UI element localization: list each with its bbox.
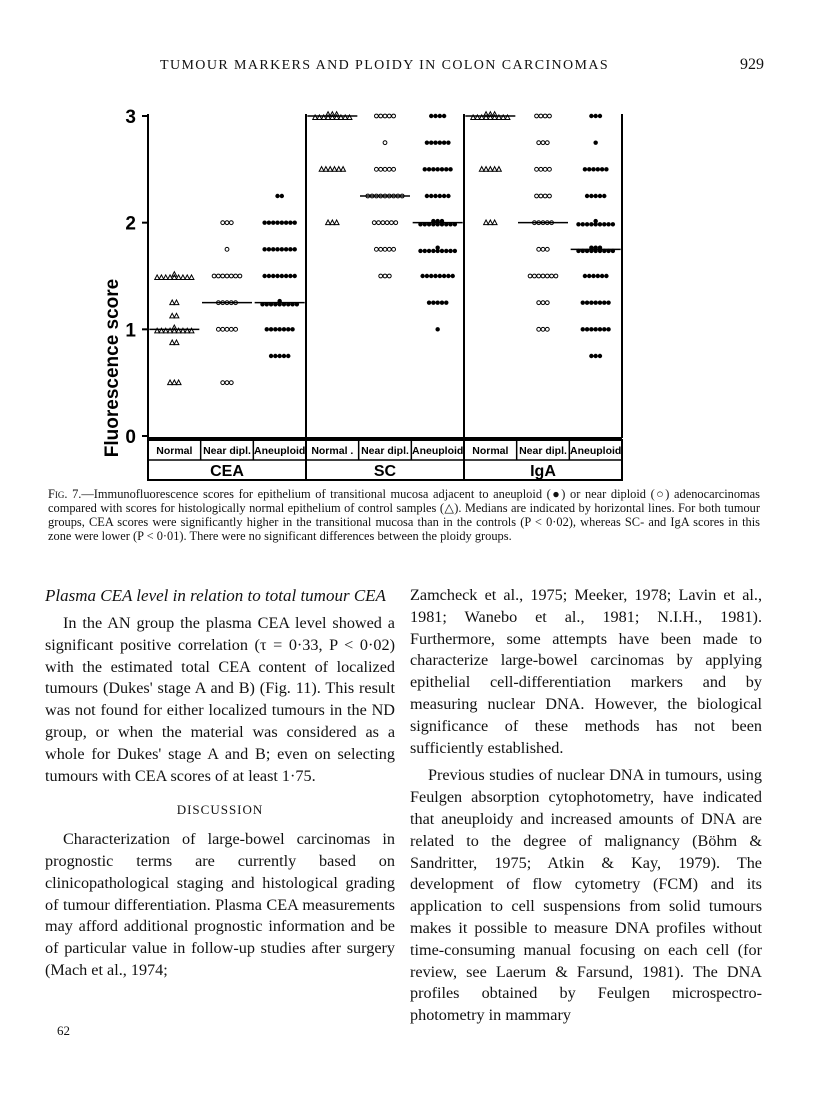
- data-point-triangle: [488, 220, 493, 225]
- data-point-triangle: [328, 167, 333, 172]
- data-point-filled-circle: [602, 222, 606, 226]
- data-point-filled-circle: [604, 167, 608, 171]
- data-point-filled-circle: [440, 167, 444, 171]
- data-point-open-circle: [539, 194, 543, 198]
- data-point-open-circle: [229, 274, 233, 278]
- data-point-open-circle: [535, 194, 539, 198]
- group-label: Near dipl.: [519, 445, 567, 457]
- data-point-filled-circle: [275, 194, 279, 198]
- paragraph: Zamcheck et al., 1975; Meeker, 1978; Lavin et al., 1981; Wanebo et al., 1981; N.I.H., 1981). Furthermore, some attempts have been made to characterize large-bowel carcinomas by applying epithelial cell-differentiation markers and by measuring nuclear DNA. However, the biological significance of these methods has not been sufficiently established.: [410, 586, 762, 757]
- data-point-open-circle: [550, 274, 554, 278]
- data-point-filled-circle: [262, 247, 266, 251]
- data-point-open-circle: [387, 247, 391, 251]
- data-point-open-circle: [225, 221, 229, 225]
- group-label: Near dipl.: [361, 445, 409, 457]
- data-point-filled-circle: [583, 167, 587, 171]
- page-number: 929: [740, 56, 764, 73]
- data-point-filled-circle: [284, 274, 288, 278]
- data-point-filled-circle: [293, 274, 297, 278]
- data-point-open-circle: [221, 381, 225, 385]
- data-point-filled-circle: [591, 167, 595, 171]
- data-point-filled-circle: [585, 222, 589, 226]
- data-point-filled-circle: [444, 249, 448, 253]
- data-point-filled-circle: [444, 167, 448, 171]
- data-point-filled-circle: [453, 249, 457, 253]
- data-point-filled-circle: [446, 194, 450, 198]
- paragraph: Characterization of large-bowel carcinomas in prognostic terms are currently based on clinicopathological staging and histological grading of tumour differentiation. Plasma CEA measurements may afford additional prognostic information and be of particular value in follow-up studies after surgery (Mach et al., 1974;: [45, 830, 395, 979]
- data-point-open-circle: [541, 327, 545, 331]
- data-point-filled-circle: [589, 354, 593, 358]
- data-point-open-circle: [545, 247, 549, 251]
- data-point-open-circle: [392, 247, 396, 251]
- data-point-filled-circle: [275, 247, 279, 251]
- data-point-filled-circle: [596, 167, 600, 171]
- data-point-open-circle: [381, 221, 385, 225]
- data-point-open-circle: [229, 221, 233, 225]
- data-point-open-circle: [541, 141, 545, 145]
- data-point-filled-circle: [442, 194, 446, 198]
- data-point-filled-circle: [267, 247, 271, 251]
- running-header: [0, 58, 816, 82]
- data-point-filled-circle: [587, 274, 591, 278]
- data-point-filled-circle: [598, 300, 602, 304]
- data-point-filled-circle: [611, 222, 615, 226]
- data-point-filled-circle: [282, 327, 286, 331]
- data-point-open-circle: [537, 274, 541, 278]
- data-point-filled-circle: [593, 114, 597, 118]
- data-point-filled-circle: [282, 354, 286, 358]
- y-tick-label: 3: [125, 107, 136, 128]
- data-point-open-circle: [217, 274, 221, 278]
- data-point-filled-circle: [427, 167, 431, 171]
- data-point-filled-circle: [598, 327, 602, 331]
- y-axis-label: Fluorescence score: [102, 278, 123, 458]
- data-point-open-circle: [221, 221, 225, 225]
- data-point-open-circle: [533, 274, 537, 278]
- panel-label: SC: [373, 463, 397, 480]
- data-point-triangle: [168, 380, 173, 385]
- data-point-open-circle: [379, 247, 383, 251]
- data-point-filled-circle: [277, 354, 281, 358]
- data-point-filled-circle: [606, 222, 610, 226]
- caption-label: Fig. 7.: [48, 487, 82, 501]
- data-point-triangle: [484, 167, 489, 172]
- data-point-open-circle: [545, 274, 549, 278]
- data-point-filled-circle: [427, 300, 431, 304]
- data-point-open-circle: [377, 221, 381, 225]
- data-point-triangle: [336, 167, 341, 172]
- data-point-triangle: [341, 167, 346, 172]
- data-point-triangle: [484, 220, 489, 225]
- data-point-filled-circle: [269, 354, 273, 358]
- data-point-filled-circle: [602, 327, 606, 331]
- figure-caption: [48, 487, 760, 543]
- data-point-triangle: [172, 380, 177, 385]
- data-point-filled-circle: [418, 249, 422, 253]
- data-point-triangle: [319, 167, 324, 172]
- data-point-filled-circle: [429, 114, 433, 118]
- data-point-filled-circle: [598, 354, 602, 358]
- group-label: Aneuploid: [412, 445, 464, 457]
- chart-marks: [149, 112, 620, 385]
- data-point-open-circle: [383, 141, 387, 145]
- data-point-open-circle: [221, 274, 225, 278]
- data-point-open-circle: [387, 114, 391, 118]
- data-point-filled-circle: [280, 274, 284, 278]
- data-point-filled-circle: [589, 300, 593, 304]
- data-point-open-circle: [225, 327, 229, 331]
- data-point-filled-circle: [267, 274, 271, 278]
- data-point-triangle: [174, 340, 179, 345]
- data-point-filled-circle: [593, 140, 597, 144]
- data-point-filled-circle: [433, 140, 437, 144]
- group-label: Normal: [156, 445, 193, 457]
- data-point-filled-circle: [585, 194, 589, 198]
- data-point-triangle: [492, 220, 497, 225]
- right-column: [410, 585, 762, 1027]
- data-point-filled-circle: [606, 300, 610, 304]
- data-point-filled-circle: [273, 354, 277, 358]
- data-point-open-circle: [528, 274, 532, 278]
- data-point-filled-circle: [593, 300, 597, 304]
- data-point-filled-circle: [425, 140, 429, 144]
- data-point-open-circle: [537, 247, 541, 251]
- data-point-filled-circle: [438, 194, 442, 198]
- data-point-open-circle: [545, 301, 549, 305]
- data-point-open-circle: [383, 114, 387, 118]
- data-point-triangle: [170, 340, 175, 345]
- data-point-filled-circle: [435, 246, 439, 250]
- data-point-open-circle: [372, 221, 376, 225]
- data-point-filled-circle: [262, 274, 266, 278]
- data-point-filled-circle: [269, 327, 273, 331]
- chart-frame: [125, 107, 622, 480]
- data-point-filled-circle: [448, 167, 452, 171]
- data-point-triangle: [163, 275, 168, 280]
- data-point-open-circle: [238, 274, 242, 278]
- data-point-filled-circle: [275, 220, 279, 224]
- caption-text: —Immunofluorescence scores for epithelium of transitional mucosa adjacent to aneuploid (●) or near diploid (○) adenocarcinomas compared with scores for histologically normal epithelium of control samples (△). Medians are indicated by horizontal lines. For both tumour groups, CEA scores were significantly higher in the transitional mucosa than in the controls (P < 0·02), whereas SC- and IgA scores in this zone were lower (P < 0·01). There were no significant differences between the ploidy groups.: [48, 487, 760, 543]
- data-point-filled-circle: [425, 274, 429, 278]
- data-point-open-circle: [548, 167, 552, 171]
- data-point-triangle: [155, 275, 160, 280]
- panel-label: CEA: [210, 463, 244, 480]
- data-point-open-circle: [379, 274, 383, 278]
- data-point-filled-circle: [284, 220, 288, 224]
- data-point-filled-circle: [446, 274, 450, 278]
- data-point-triangle: [168, 275, 173, 280]
- data-point-filled-circle: [581, 300, 585, 304]
- group-label: Normal: [472, 445, 509, 457]
- data-point-triangle: [479, 167, 484, 172]
- group-label: Aneuploid: [254, 445, 306, 457]
- data-point-open-circle: [383, 247, 387, 251]
- data-point-open-circle: [229, 327, 233, 331]
- data-point-filled-circle: [429, 274, 433, 278]
- data-point-open-circle: [387, 167, 391, 171]
- data-point-filled-circle: [596, 274, 600, 278]
- data-point-triangle: [189, 275, 194, 280]
- data-point-triangle: [497, 167, 502, 172]
- data-point-filled-circle: [589, 114, 593, 118]
- data-point-filled-circle: [600, 274, 604, 278]
- data-point-filled-circle: [598, 194, 602, 198]
- data-point-filled-circle: [442, 274, 446, 278]
- data-point-filled-circle: [435, 300, 439, 304]
- data-point-open-circle: [545, 141, 549, 145]
- data-point-filled-circle: [293, 247, 297, 251]
- data-point-filled-circle: [284, 247, 288, 251]
- data-point-filled-circle: [442, 114, 446, 118]
- running-title: TUMOUR MARKERS AND PLOIDY IN COLON CARCINOMAS: [160, 58, 610, 73]
- data-point-filled-circle: [438, 114, 442, 118]
- figure-7-chart: [0, 86, 816, 486]
- data-point-open-circle: [375, 114, 379, 118]
- data-point-filled-circle: [442, 140, 446, 144]
- data-point-filled-circle: [293, 220, 297, 224]
- data-point-filled-circle: [420, 274, 424, 278]
- data-point-open-circle: [225, 381, 229, 385]
- y-tick-label: 0: [125, 427, 136, 448]
- data-point-open-circle: [379, 167, 383, 171]
- data-point-open-circle: [537, 301, 541, 305]
- data-point-open-circle: [541, 247, 545, 251]
- data-point-filled-circle: [286, 327, 290, 331]
- data-point-filled-circle: [576, 222, 580, 226]
- data-point-filled-circle: [286, 354, 290, 358]
- data-point-triangle: [170, 313, 175, 318]
- data-point-open-circle: [537, 327, 541, 331]
- data-point-filled-circle: [593, 219, 597, 223]
- data-point-open-circle: [383, 167, 387, 171]
- data-point-triangle: [492, 167, 497, 172]
- data-point-filled-circle: [290, 327, 294, 331]
- data-point-filled-circle: [589, 222, 593, 226]
- data-point-filled-circle: [606, 327, 610, 331]
- data-point-open-circle: [217, 327, 221, 331]
- data-point-filled-circle: [433, 114, 437, 118]
- data-point-filled-circle: [438, 140, 442, 144]
- data-point-filled-circle: [448, 249, 452, 253]
- data-point-open-circle: [554, 274, 558, 278]
- data-point-open-circle: [541, 301, 545, 305]
- data-point-filled-circle: [267, 220, 271, 224]
- data-point-filled-circle: [598, 114, 602, 118]
- data-point-filled-circle: [271, 274, 275, 278]
- data-point-open-circle: [234, 274, 238, 278]
- data-point-open-circle: [225, 247, 229, 251]
- data-point-open-circle: [548, 194, 552, 198]
- data-point-open-circle: [387, 274, 391, 278]
- data-point-open-circle: [229, 381, 233, 385]
- data-point-filled-circle: [587, 167, 591, 171]
- data-point-open-circle: [385, 221, 389, 225]
- data-point-filled-circle: [602, 300, 606, 304]
- data-point-triangle: [323, 167, 328, 172]
- data-point-filled-circle: [423, 167, 427, 171]
- data-point-filled-circle: [423, 249, 427, 253]
- group-label: Near dipl.: [203, 445, 251, 457]
- data-point-triangle: [332, 167, 337, 172]
- data-point-filled-circle: [589, 194, 593, 198]
- data-point-filled-circle: [429, 140, 433, 144]
- data-point-filled-circle: [435, 327, 439, 331]
- discussion-heading: DISCUSSION: [176, 802, 264, 818]
- left-column: [45, 585, 395, 982]
- data-point-open-circle: [394, 221, 398, 225]
- data-point-open-circle: [548, 114, 552, 118]
- data-point-open-circle: [383, 274, 387, 278]
- data-point-filled-circle: [427, 249, 431, 253]
- data-point-filled-circle: [446, 140, 450, 144]
- data-point-filled-circle: [280, 220, 284, 224]
- y-tick-label: 1: [125, 320, 136, 342]
- data-point-filled-circle: [425, 194, 429, 198]
- data-point-open-circle: [212, 274, 216, 278]
- data-point-filled-circle: [271, 247, 275, 251]
- data-point-filled-circle: [585, 327, 589, 331]
- data-point-filled-circle: [598, 222, 602, 226]
- paragraph: Previous studies of nuclear DNA in tumours, using Feulgen absorption cytophotometry, have indicated that aneuploidy and increased amounts of DNA are related to the degree of malignancy (Böhm & Sandritter, 1975; Atkin & Kay, 1979). The development of flow cytometry (FCM) and its application to cell suspensions from solid tumours makes it possible to measure DNA profiles without time-consuming manual focusing on each cell (for review, see Laerum & Farsund, 1981). The DNA profiles obtained by Feulgen microspectro-photometry in mammary: [410, 766, 762, 1025]
- section-title: Plasma CEA level in relation to total tumour CEA: [45, 586, 386, 605]
- group-label: Aneuploid: [570, 445, 622, 457]
- panel-label: IgA: [530, 463, 556, 480]
- data-point-triangle: [181, 275, 186, 280]
- data-point-filled-circle: [589, 327, 593, 331]
- data-point-open-circle: [234, 327, 238, 331]
- data-point-filled-circle: [433, 274, 437, 278]
- data-point-filled-circle: [280, 194, 284, 198]
- data-point-open-circle: [535, 114, 539, 118]
- data-point-triangle: [174, 313, 179, 318]
- data-point-filled-circle: [288, 274, 292, 278]
- data-point-triangle: [185, 275, 190, 280]
- data-point-triangle: [176, 380, 181, 385]
- data-point-filled-circle: [438, 274, 442, 278]
- data-point-open-circle: [537, 141, 541, 145]
- data-point-open-circle: [375, 167, 379, 171]
- data-point-open-circle: [375, 247, 379, 251]
- paragraph: In the AN group the plasma CEA level showed a significant positive correlation (τ = 0·33, P < 0·02) with the estimated total CEA content of localized tumours (Dukes' stage A and B) (Fig. 11). This result was not found for either localized tumours in the ND group, or when the material was considered as a whole for Dukes' stage A and B; even on selecting tumours with CEA scores of at least 1·75.: [45, 614, 395, 785]
- data-point-triangle: [159, 275, 164, 280]
- data-point-filled-circle: [431, 300, 435, 304]
- data-point-filled-circle: [288, 220, 292, 224]
- data-point-filled-circle: [262, 220, 266, 224]
- data-point-triangle: [488, 167, 493, 172]
- data-point-open-circle: [225, 274, 229, 278]
- data-point-filled-circle: [429, 194, 433, 198]
- data-point-open-circle: [221, 327, 225, 331]
- data-point-filled-circle: [583, 274, 587, 278]
- data-point-open-circle: [379, 114, 383, 118]
- data-point-filled-circle: [440, 300, 444, 304]
- data-point-open-circle: [539, 114, 543, 118]
- data-point-filled-circle: [440, 249, 444, 253]
- data-point-open-circle: [539, 167, 543, 171]
- data-point-filled-circle: [593, 194, 597, 198]
- data-point-open-circle: [392, 114, 396, 118]
- data-point-triangle: [176, 275, 181, 280]
- data-point-filled-circle: [435, 167, 439, 171]
- data-point-filled-circle: [451, 274, 455, 278]
- data-point-open-circle: [392, 167, 396, 171]
- data-point-filled-circle: [273, 327, 277, 331]
- data-point-filled-circle: [265, 327, 269, 331]
- data-point-open-circle: [545, 327, 549, 331]
- data-point-filled-circle: [280, 247, 284, 251]
- data-point-open-circle: [543, 167, 547, 171]
- data-point-filled-circle: [585, 300, 589, 304]
- data-point-filled-circle: [604, 274, 608, 278]
- data-point-filled-circle: [275, 274, 279, 278]
- data-point-open-circle: [541, 274, 545, 278]
- data-point-filled-circle: [581, 222, 585, 226]
- data-point-filled-circle: [271, 220, 275, 224]
- data-point-filled-circle: [288, 247, 292, 251]
- data-point-open-circle: [543, 114, 547, 118]
- data-point-open-circle: [535, 167, 539, 171]
- data-point-triangle: [326, 220, 331, 225]
- data-point-filled-circle: [591, 274, 595, 278]
- data-point-filled-circle: [431, 249, 435, 253]
- y-tick-label: 2: [125, 213, 136, 235]
- data-point-filled-circle: [581, 327, 585, 331]
- group-label: Normal .: [311, 445, 354, 457]
- data-point-triangle: [174, 300, 179, 305]
- data-point-triangle: [334, 220, 339, 225]
- data-point-filled-circle: [593, 354, 597, 358]
- data-point-filled-circle: [277, 327, 281, 331]
- data-point-open-circle: [543, 194, 547, 198]
- data-point-filled-circle: [431, 167, 435, 171]
- data-point-open-circle: [390, 221, 394, 225]
- data-point-filled-circle: [433, 194, 437, 198]
- data-point-filled-circle: [444, 300, 448, 304]
- data-point-filled-circle: [600, 167, 604, 171]
- data-point-filled-circle: [602, 194, 606, 198]
- data-point-triangle: [330, 220, 335, 225]
- footer-page-number: 62: [57, 1023, 70, 1038]
- data-point-filled-circle: [593, 327, 597, 331]
- data-point-triangle: [170, 300, 175, 305]
